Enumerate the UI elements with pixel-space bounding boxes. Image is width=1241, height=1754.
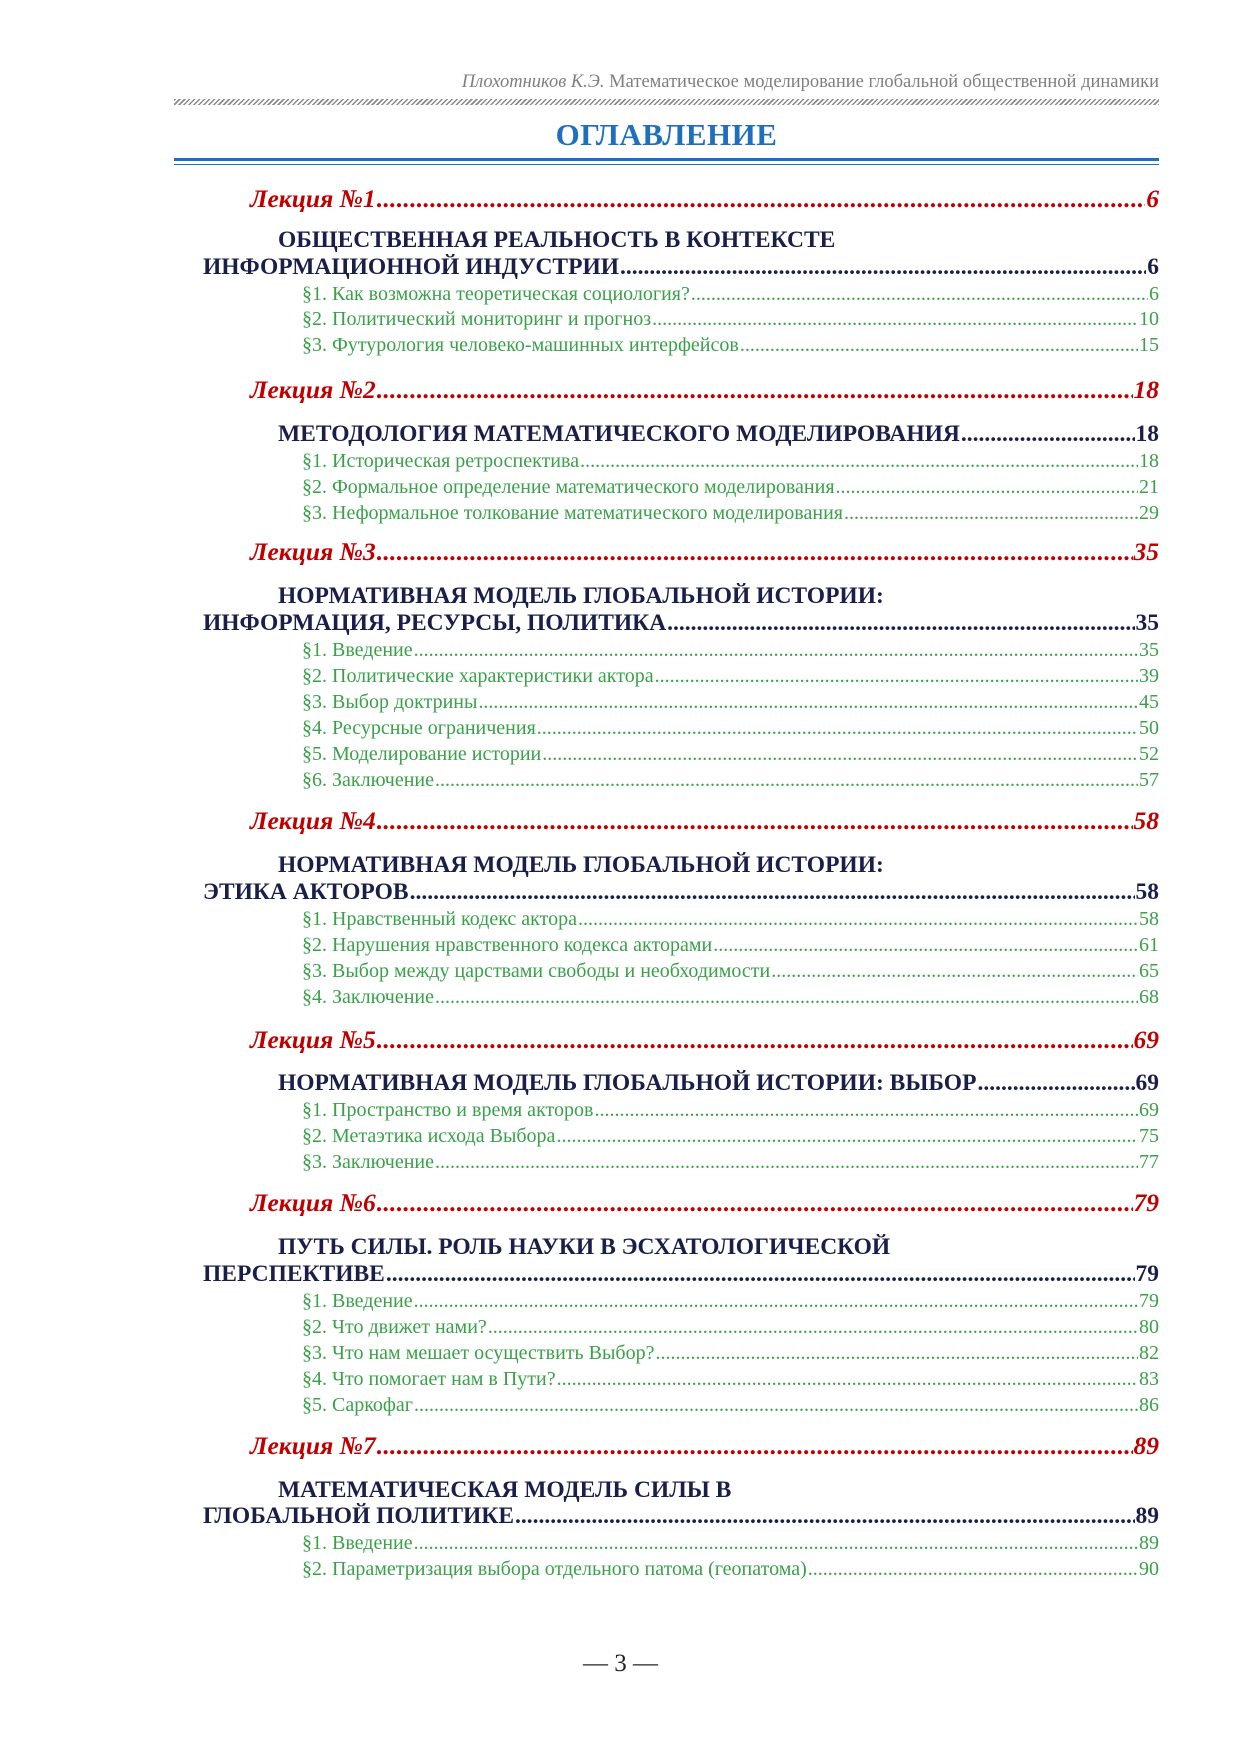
chapter-6-page: 79 [1135,1261,1159,1287]
section-5-3[interactable] [302,1151,1159,1174]
chapter-5[interactable] [278,1070,1159,1097]
dot-leader [578,908,1138,931]
dot-leader [844,502,1138,525]
lecture-3-title: Лекция №3 [250,537,376,566]
dot-leader [414,1532,1138,1555]
lecture-1-page: 6 [1146,184,1159,213]
dot-leader [655,1342,1138,1365]
section-3-5-title: §5. Моделирование истории [302,743,542,765]
section-6-1-title: §1. Введение [302,1290,413,1312]
chapter-4[interactable] [203,879,1159,906]
header-author: Плохотников К.Э. [461,72,605,92]
dot-leader [655,665,1138,688]
section-4-2-page: 61 [1139,934,1159,956]
section-6-2-title: §2. Что движет нами? [302,1316,487,1338]
section-6-4-page: 83 [1139,1368,1159,1390]
dot-leader [620,254,1146,281]
section-6-5-page: 86 [1139,1394,1159,1416]
section-2-3[interactable] [302,502,1159,525]
chapter-title-line: ОБЩЕСТВЕННАЯ РЕАЛЬНОСТЬ В КОНТЕКСТЕ [278,227,836,253]
section-3-5-page: 52 [1139,743,1159,765]
lecture-1[interactable] [250,184,1159,214]
section-2-1[interactable] [302,450,1159,473]
section-3-4[interactable] [302,717,1159,740]
section-6-4[interactable] [302,1368,1159,1391]
section-3-6-title: §6. Заключение [302,769,434,791]
lecture-5-title: Лекция №5 [250,1025,376,1054]
lecture-7-page: 89 [1133,1431,1159,1460]
lecture-3[interactable] [250,537,1159,567]
section-5-3-title: §3. Заключение [302,1151,434,1173]
lecture-7-title: Лекция №7 [250,1431,376,1460]
chapter-1-page: 6 [1147,254,1159,280]
chapter-title-line: НОРМАТИВНАЯ МОДЕЛЬ ГЛОБАЛЬНОЙ ИСТОРИИ: [278,583,884,609]
section-3-4-page: 50 [1139,717,1159,739]
section-3-5[interactable] [302,743,1159,766]
chapter-4-title: ЭТИКА АКТОРОВ [203,879,409,905]
section-2-3-page: 29 [1139,502,1159,524]
lecture-6-title: Лекция №6 [250,1188,376,1217]
section-2-1-title: §1. Историческая ретроспектива [302,450,580,472]
lecture-5-page: 69 [1133,1025,1159,1054]
chapter-5-page: 69 [1135,1070,1159,1096]
chapter-7-page: 89 [1135,1503,1159,1529]
section-4-2[interactable] [302,934,1159,957]
chapter-3-title: ИНФОРМАЦИЯ, РЕСУРСЫ, ПОЛИТИКА [203,610,667,636]
chapter-2[interactable] [278,421,1159,448]
chapter-7-title: ГЛОБАЛЬНОЙ ПОЛИТИКЕ [203,1503,514,1529]
dot-leader [771,960,1138,983]
section-3-3[interactable] [302,691,1159,714]
dot-leader [691,283,1148,306]
dot-leader [377,806,1133,836]
lecture-2-title: Лекция №2 [250,375,376,404]
section-4-3[interactable] [302,960,1159,983]
title-underline [174,158,1159,161]
chapter-3-page: 35 [1135,610,1159,636]
section-3-1-page: 35 [1139,639,1159,661]
section-6-1-page: 79 [1139,1290,1159,1312]
dot-leader [377,1025,1133,1055]
section-7-2-title: §2. Параметризация выбора отдельного патома (геопатома) [302,1558,807,1580]
chapter-2-title: МЕТОДОЛОГИЯ МАТЕМАТИЧЕСКОГО МОДЕЛИРОВАНИЯ [278,421,960,447]
chapter-title-line: МАТЕМАТИЧЕСКАЯ МОДЕЛЬ СИЛЫ В [278,1477,732,1503]
section-4-4-page: 68 [1139,986,1159,1008]
dot-leader [377,1431,1133,1461]
dot-leader [808,1558,1138,1581]
dot-leader [488,1316,1138,1339]
dot-leader [414,1290,1138,1313]
dot-leader [377,375,1133,405]
section-4-1-title: §1. Нравственный кодекс актора [302,908,577,930]
section-5-2-page: 75 [1139,1125,1159,1147]
section-2-2[interactable] [302,476,1159,499]
section-1-2-title: §2. Политический мониторинг и прогноз [302,308,652,330]
dot-leader [667,610,1134,637]
section-2-1-page: 18 [1139,450,1159,472]
section-1-3-page: 15 [1139,334,1159,356]
section-5-2-title: §2. Метаэтика исхода Выбора [302,1125,556,1147]
section-5-2[interactable] [302,1125,1159,1148]
chapter-6-title: ПЕРСПЕКТИВЕ [203,1261,385,1287]
dot-leader [377,184,1146,214]
section-3-3-title: §3. Выбор доктрины [302,691,478,713]
dot-leader [435,986,1138,1009]
dot-leader [414,1394,1138,1417]
dot-leader [836,476,1138,499]
dot-leader [977,1070,1134,1097]
dot-leader [580,450,1138,473]
dot-leader [556,1125,1138,1148]
section-1-1-title: §1. Как возможна теоретическая социология? [302,283,690,305]
dot-leader [594,1099,1138,1122]
section-1-1[interactable] [302,283,1159,306]
dot-leader [478,691,1138,714]
lecture-5[interactable] [250,1025,1159,1055]
lecture-1-title: Лекция №1 [250,184,376,213]
section-6-3-page: 82 [1139,1342,1159,1364]
page-number: — 3 — [583,1650,658,1677]
section-1-3[interactable] [302,334,1159,357]
section-6-3-title: §3. Что нам мешает осуществить Выбор? [302,1342,655,1364]
lecture-4-page: 58 [1133,806,1159,835]
dot-leader [961,421,1135,448]
section-4-2-title: §2. Нарушения нравственного кодекса акторами [302,934,713,956]
dot-leader [414,639,1138,662]
section-4-1-page: 58 [1139,908,1159,930]
dot-leader [652,308,1138,331]
lecture-4-title: Лекция №4 [250,806,376,835]
section-1-3-title: §3. Футурология человеко-машинных интерфейсов [302,334,739,356]
section-1-2-page: 10 [1139,308,1159,330]
section-4-3-page: 65 [1139,960,1159,982]
section-6-3[interactable] [302,1342,1159,1365]
section-4-4[interactable] [302,986,1159,1009]
title-underline-thin [174,164,1159,165]
dot-leader [542,743,1138,766]
lecture-4[interactable] [250,806,1159,836]
section-3-2[interactable] [302,665,1159,688]
section-5-1-title: §1. Пространство и время акторов [302,1099,594,1121]
lecture-7[interactable] [250,1431,1159,1461]
section-3-2-title: §2. Политические характеристики актора [302,665,654,687]
section-3-3-page: 45 [1139,691,1159,713]
chapter-7[interactable] [203,1503,1159,1530]
chapter-3[interactable] [203,610,1159,637]
chapter-1[interactable] [203,254,1159,281]
section-6-5-title: §5. Саркофаг [302,1394,413,1416]
section-1-1-page: 6 [1149,283,1159,305]
section-7-2-page: 90 [1139,1558,1159,1580]
dot-leader [740,334,1138,357]
section-7-2[interactable] [302,1558,1159,1581]
chapter-4-page: 58 [1135,879,1159,905]
dot-leader [410,879,1135,906]
dot-leader [557,1368,1138,1391]
dot-leader [377,537,1133,567]
lecture-2-page: 18 [1133,375,1159,404]
section-6-4-title: §4. Что помогает нам в Пути? [302,1368,556,1390]
dot-leader [377,1188,1133,1218]
section-2-2-title: §2. Формальное определение математического моделирования [302,476,835,498]
section-1-2[interactable] [302,308,1159,331]
section-6-1[interactable] [302,1290,1159,1313]
chapter-5-title: НОРМАТИВНАЯ МОДЕЛЬ ГЛОБАЛЬНОЙ ИСТОРИИ: ВЫБОР [278,1070,977,1096]
section-4-1[interactable] [302,908,1159,931]
section-5-1[interactable] [302,1099,1159,1122]
header-book-title: Математическое моделирование глобальной общественной динамики [609,72,1159,92]
chapter-6[interactable] [203,1261,1159,1288]
section-6-2-page: 80 [1139,1316,1159,1338]
dot-leader [435,769,1138,792]
section-7-1[interactable] [302,1532,1159,1555]
dot-leader [537,717,1138,740]
section-2-3-title: §3. Неформальное толкование математического моделирования [302,502,843,524]
chapter-title-line: ПУТЬ СИЛЫ. РОЛЬ НАУКИ В ЭСХАТОЛОГИЧЕСКОЙ [278,1234,891,1260]
lecture-6[interactable] [250,1188,1159,1218]
section-3-1-title: §1. Введение [302,639,413,661]
section-3-1[interactable] [302,639,1159,662]
section-2-2-page: 21 [1139,476,1159,498]
section-5-1-page: 69 [1139,1099,1159,1121]
lecture-6-page: 79 [1133,1188,1159,1217]
section-7-1-title: §1. Введение [302,1532,413,1554]
section-4-4-title: §4. Заключение [302,986,434,1008]
section-7-1-page: 89 [1139,1532,1159,1554]
section-5-3-page: 77 [1139,1151,1159,1173]
chapter-2-page: 18 [1135,421,1159,447]
section-3-6[interactable] [302,769,1159,792]
chapter-1-title: ИНФОРМАЦИОННОЙ ИНДУСТРИИ [203,254,620,280]
toc-title: ОГЛАВЛЕНИЕ [555,117,778,152]
section-6-2[interactable] [302,1316,1159,1339]
section-6-5[interactable] [302,1394,1159,1417]
dot-leader [713,934,1138,957]
lecture-3-page: 35 [1133,537,1159,566]
dot-leader [515,1503,1135,1530]
lecture-2[interactable] [250,375,1159,405]
dot-leader [386,1261,1135,1288]
dot-leader [435,1151,1138,1174]
section-3-2-page: 39 [1139,665,1159,687]
section-3-4-title: §4. Ресурсные ограничения [302,717,536,739]
running-header [174,72,1159,93]
section-3-6-page: 57 [1139,769,1159,791]
section-4-3-title: §3. Выбор между царствами свободы и необходимости [302,960,771,982]
header-hatched-rule [174,99,1159,105]
chapter-title-line: НОРМАТИВНАЯ МОДЕЛЬ ГЛОБАЛЬНОЙ ИСТОРИИ: [278,852,884,878]
